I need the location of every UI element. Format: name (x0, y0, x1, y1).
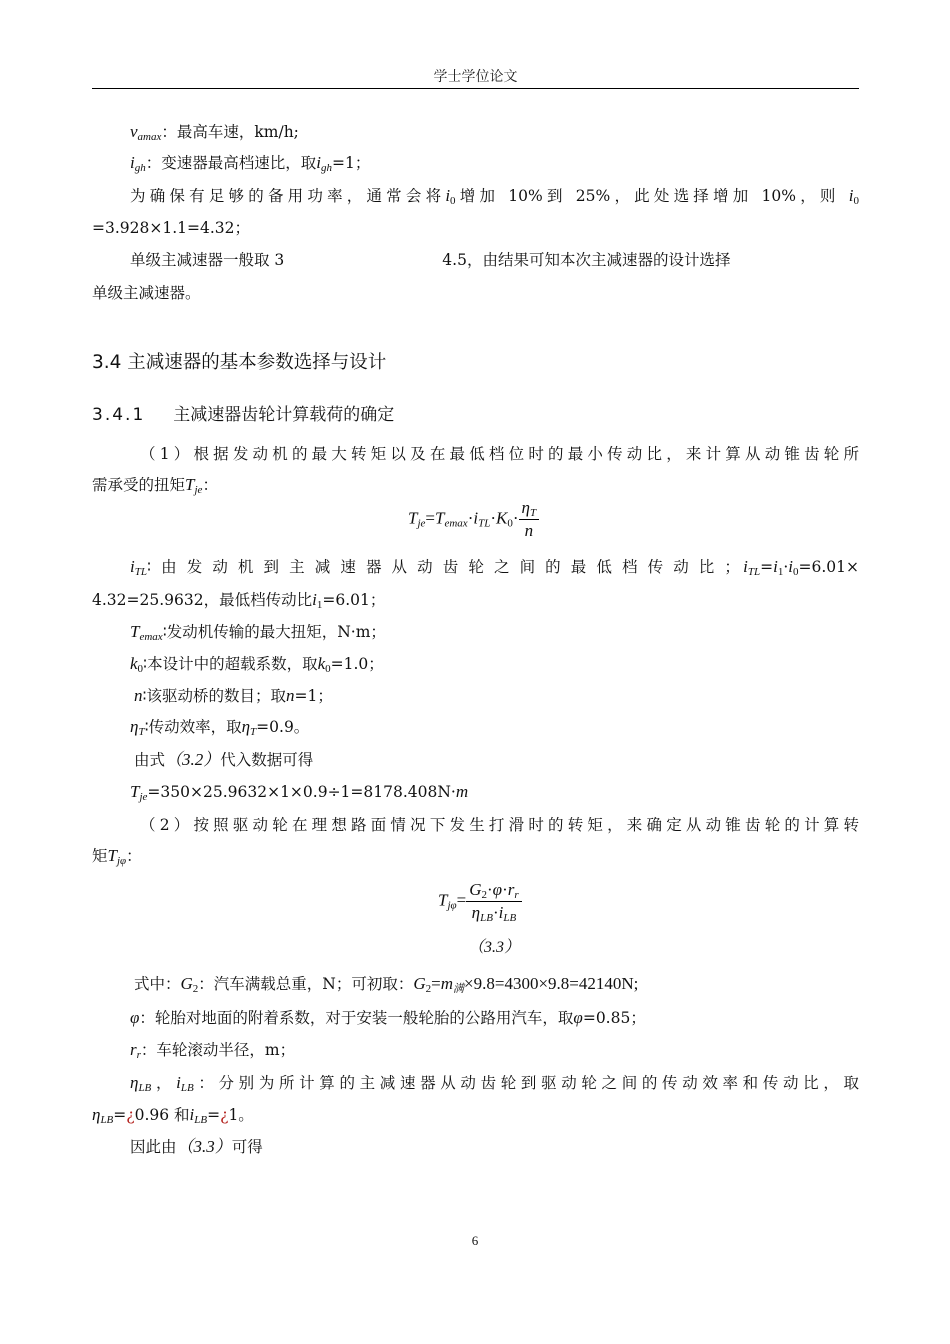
p2-line-2: 矩$T_{j\varphi}$： (92, 846, 142, 867)
def-n: n∶该驱动桥的数目；取n=1； (134, 686, 333, 705)
tje-result: $T_{je}=350\times 25.9632\times 1\times 0.9\div 1=8178.408N\cdot m$ (130, 782, 469, 803)
from-eq-3-2: 由式（3.2）代入数据可得 (134, 750, 314, 769)
running-header: 学士学位论文 (433, 69, 518, 85)
reserve-line-2: =3.928×1.1=4.32； (92, 219, 250, 237)
section-heading: 3.4 主减速器的基本参数选择与设计 (92, 352, 387, 373)
p2-line-1: （2）按照驱动轮在理想路面情况下发生打滑时的转矩，来确定从动锥齿轮的计算转 (140, 816, 859, 834)
def-vamax: $v_{amax}$：最高车速，km/h; (130, 122, 299, 143)
def-igh: $i_{gh}$：变速器最高档速比，取$i_{gh}=1$； (130, 153, 371, 174)
def-eta: $\eta_T∶$传动效率，取$\eta_T=0.9$。 (130, 717, 310, 738)
single-line-2: 单级主减速器。 (92, 284, 201, 302)
def-etalb-line-1: $\eta_{LB}$，$i_{LB}$：分别为所计算的主减速器从动齿轮到驱动轮之间的传动效率和传动比，取 (130, 1073, 859, 1094)
header-rule (92, 88, 859, 89)
reserve-line-1: 为确保有足够的备用功率，通常会将$i_0$增加 10%到 25%，此处选择增加 10%，则 $i_0$ (130, 186, 859, 207)
single-line-1: 单级主减速器一般取 3 4.5，由结果可知本次主减速器的设计选择 (130, 251, 731, 269)
def-etalb-line-2: $\eta_{LB}=¿0.96$ 和$i_{LB}=¿1$。 (92, 1105, 254, 1126)
equation-tje: $T_{je}=T_{emax}\cdot i_{TL}\cdot K_0\cdot$ $\frac{\eta_T}{n}$ (408, 498, 539, 541)
hence-line: 因此由（3.3）可得 (130, 1137, 263, 1156)
def-itl-line-1: $i_{TL}∶$由发动机到主减速器从动齿轮之间的最低档传动比；$i_{TL}=i_1\cdot i_0=6.01\times$ (130, 557, 859, 578)
page-number: 6 (471, 1233, 479, 1248)
subsection-heading: 3.4.1 主减速器齿轮计算载荷的确定 (92, 405, 395, 425)
eq1-fraction: $\frac{\eta_T}{n}$ (519, 498, 540, 541)
def-itl-line-2: 4.32=25.9632，最低档传动比$i_1=6.01$； (92, 590, 386, 611)
p1-line-1: （1）根据发动机的最大转矩以及在最低档位时的最小传动比，来计算从动锥齿轮所 (140, 445, 859, 463)
eq2-fraction: $\frac{G_2\cdot\varphi\cdot r_r}{\eta_{LB}\cdot i_{LB}}$ (466, 880, 521, 923)
def-g2: 式中：$G_2$：汽车满载总重，N；可初取：$G_2=m_满\times 9.8=4300\times 9.8=42140N$; (134, 974, 639, 995)
def-rr: $r_r$：车轮滚动半径，m； (130, 1040, 296, 1061)
p1-line-2: 需承受的扭矩$T_{je}$： (92, 475, 218, 496)
def-k0: $k_0∶$本设计中的超载系数，取$k_0=1.0$； (130, 654, 384, 675)
unknown-glyph-mark: ¿ (126, 1106, 135, 1124)
def-phi: φ：轮胎对地面的附着系数，对于安装一般轮胎的公路用汽车，取φ=0.85； (130, 1008, 646, 1027)
unknown-glyph-mark-2: ¿ (220, 1106, 229, 1124)
equation-number-3-3: （3.3） (468, 939, 521, 956)
def-temax: $T_{emax}∶$发动机传输的最大扭矩，N·m； (130, 622, 386, 643)
equation-tjphi: $T_{j\varphi}=$ $\frac{G_2\cdot\varphi\cdot r_r}{\eta_{LB}\cdot i_{LB}}$ (438, 880, 522, 923)
